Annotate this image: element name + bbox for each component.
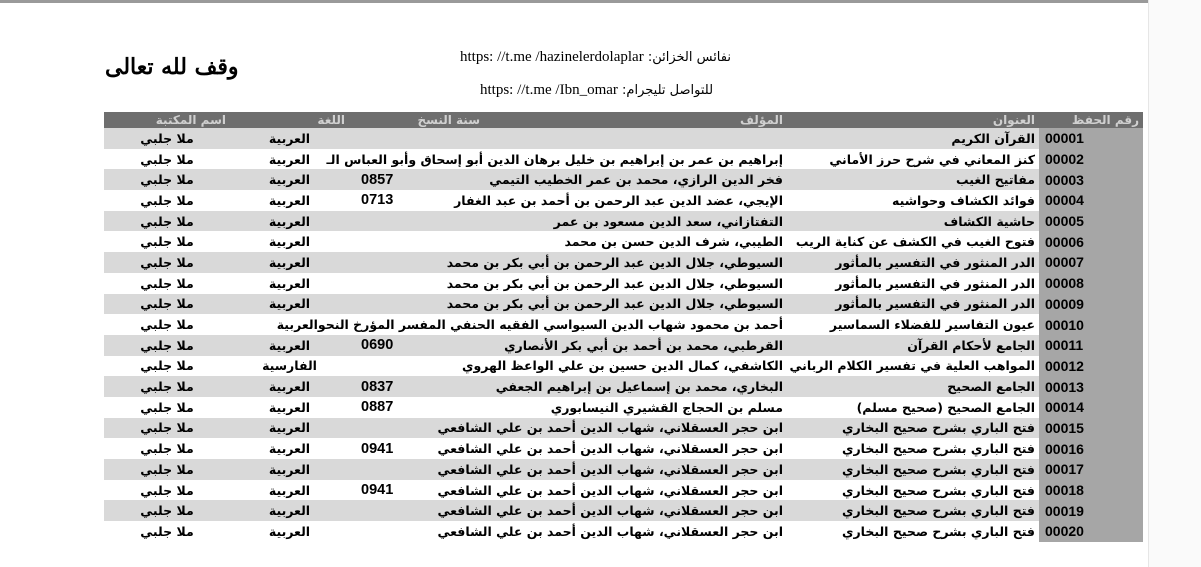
table-row	[104, 314, 1143, 335]
cell-library: ملا جلبي	[104, 356, 230, 377]
channel-label: نفائس الخزائن:	[647, 50, 731, 65]
cell-library: ملا جلبي	[104, 418, 230, 439]
cell-language: العربية	[230, 273, 349, 294]
cell-title: الدر المنثور في التفسير بالمأثور	[787, 252, 1039, 273]
column-header-author: المؤلف	[484, 112, 787, 128]
cell-language: العربية	[230, 500, 349, 521]
cell-year: 0837	[349, 376, 484, 397]
column-header-id: رقم الحفظ	[1039, 112, 1143, 128]
cell-author: البخاري، محمد بن إسماعيل بن إبراهيم الجعفي	[484, 376, 787, 397]
cell-year	[349, 231, 484, 252]
cell-title: كنز المعاني في شرح حرز الأماني	[787, 149, 1039, 170]
cell-library: ملا جلبي	[104, 438, 230, 459]
cell-id: 00009	[1039, 294, 1143, 315]
cell-language: العربية	[230, 397, 349, 418]
cell-year: 0941	[349, 480, 484, 501]
table-row	[104, 418, 1143, 439]
cell-title: عيون التفاسير للفضلاء السماسير	[787, 314, 1039, 335]
cell-library: ملا جلبي	[104, 211, 230, 232]
cell-library: ملا جلبي	[104, 500, 230, 521]
cell-title: فتح الباري بشرح صحيح البخاري	[787, 480, 1039, 501]
cell-title: فتح الباري بشرح صحيح البخاري	[787, 418, 1039, 439]
cell-library: ملا جلبي	[104, 149, 230, 170]
cell-author: إبراهيم بن عمر بن إبراهيم بن خليل برهان الدين أبو إسحاق وأبو العباس الـ	[484, 149, 787, 170]
cell-title: فتوح الغيب في الكشف عن كناية الريب	[787, 231, 1039, 252]
cell-author: الكاشفي، كمال الدين حسين بن علي الواعظ الهروي	[484, 356, 787, 377]
cell-author: ابن حجر العسقلاني، شهاب الدين أحمد بن علي الشافعي	[484, 418, 787, 439]
cell-library: ملا جلبي	[104, 294, 230, 315]
table-row	[104, 438, 1143, 459]
cell-language: العربية	[230, 521, 349, 542]
cell-year: 0690	[349, 335, 484, 356]
cell-language: العربية	[230, 438, 349, 459]
cell-title: الجامع الصحيح	[787, 376, 1039, 397]
cell-language: العربية	[230, 480, 349, 501]
table-row	[104, 376, 1143, 397]
column-header-language: اللغة	[230, 112, 349, 128]
channel-link[interactable]: https: //t.me /hazinelerdolaplar	[460, 49, 644, 65]
table-row	[104, 231, 1143, 252]
cell-id: 00017	[1039, 459, 1143, 480]
cell-author: فخر الدين الرازي، محمد بن عمر الخطيب التيمي	[484, 169, 787, 190]
cell-language: العربية	[230, 231, 349, 252]
table-row	[104, 190, 1143, 211]
cell-library: ملا جلبي	[104, 252, 230, 273]
table-row	[104, 500, 1143, 521]
cell-language: العربية	[230, 335, 349, 356]
cell-id: 00018	[1039, 480, 1143, 501]
contact-line	[480, 82, 713, 99]
table-row	[104, 480, 1143, 501]
cell-author: السيوطي، جلال الدين عبد الرحمن بن أبي بكر بن محمد	[484, 273, 787, 294]
cell-author: ابن حجر العسقلاني، شهاب الدين أحمد بن علي الشافعي	[484, 521, 787, 542]
cell-author: القرطبي، محمد بن أحمد بن أبي بكر الأنصاري	[484, 335, 787, 356]
table-row	[104, 211, 1143, 232]
cell-language: العربية	[230, 376, 349, 397]
cell-id: 00011	[1039, 335, 1143, 356]
cell-author: ابن حجر العسقلاني، شهاب الدين أحمد بن علي الشافعي	[484, 438, 787, 459]
cell-year	[349, 128, 484, 149]
cell-language: العربية	[230, 190, 349, 211]
table-row	[104, 169, 1143, 190]
cell-id: 00013	[1039, 376, 1143, 397]
cell-language: العربية	[230, 128, 349, 149]
contact-label: للتواصل تليجرام:	[622, 83, 714, 98]
cell-id: 00001	[1039, 128, 1143, 149]
cell-id: 00015	[1039, 418, 1143, 439]
cell-language: العربية	[230, 459, 349, 480]
cell-language: العربية	[230, 149, 349, 170]
cell-author	[484, 128, 787, 149]
table-row	[104, 252, 1143, 273]
cell-id: 00007	[1039, 252, 1143, 273]
cell-language: العربية	[230, 252, 349, 273]
table-row	[104, 459, 1143, 480]
catalog-table	[104, 112, 1143, 542]
cell-id: 00003	[1039, 169, 1143, 190]
table-row	[104, 128, 1143, 149]
cell-id: 00002	[1039, 149, 1143, 170]
cell-language: العربية	[230, 169, 349, 190]
table-row	[104, 521, 1143, 542]
page-title: وقف لله تعالى	[105, 54, 239, 80]
cell-id: 00008	[1039, 273, 1143, 294]
cell-library: ملا جلبي	[104, 273, 230, 294]
table-row	[104, 397, 1143, 418]
cell-author: مسلم بن الحجاج القشيري النيسابوري	[484, 397, 787, 418]
cell-author: ابن حجر العسقلاني، شهاب الدين أحمد بن علي الشافعي	[484, 500, 787, 521]
cell-title: فتح الباري بشرح صحيح البخاري	[787, 459, 1039, 480]
cell-id: 00012	[1039, 356, 1143, 377]
cell-id: 00016	[1039, 438, 1143, 459]
cell-author: الإيجي، عضد الدين عبد الرحمن بن أحمد بن عبد الغفار	[484, 190, 787, 211]
cell-id: 00006	[1039, 231, 1143, 252]
cell-title: فتح الباري بشرح صحيح البخاري	[787, 438, 1039, 459]
cell-id: 00020	[1039, 521, 1143, 542]
cell-author: السيوطي، جلال الدين عبد الرحمن بن أبي بكر بن محمد	[484, 294, 787, 315]
cell-id: 00010	[1039, 314, 1143, 335]
cell-language: العربية	[230, 294, 349, 315]
cell-id: 00004	[1039, 190, 1143, 211]
cell-id: 00014	[1039, 397, 1143, 418]
cell-language: العربية	[230, 418, 349, 439]
top-border	[0, 0, 1200, 3]
cell-library: ملا جلبي	[104, 231, 230, 252]
cell-id: 00019	[1039, 500, 1143, 521]
cell-library: ملا جلبي	[104, 376, 230, 397]
cell-library: ملا جلبي	[104, 190, 230, 211]
cell-year: 0857	[349, 169, 484, 190]
cell-id: 00005	[1039, 211, 1143, 232]
cell-author: السيوطي، جلال الدين عبد الرحمن بن أبي بكر بن محمد	[484, 252, 787, 273]
cell-library: ملا جلبي	[104, 169, 230, 190]
contact-link[interactable]: https: //t.me /Ibn_omar	[480, 82, 618, 98]
cell-author: التفتازاني، سعد الدين مسعود بن عمر	[484, 211, 787, 232]
table-row	[104, 335, 1143, 356]
cell-author: ابن حجر العسقلاني، شهاب الدين أحمد بن علي الشافعي	[484, 459, 787, 480]
cell-library: ملا جلبي	[104, 314, 230, 335]
cell-year: 0713	[349, 190, 484, 211]
cell-title: الدر المنثور في التفسير بالمأثور	[787, 273, 1039, 294]
cell-library: ملا جلبي	[104, 521, 230, 542]
table-body	[104, 128, 1143, 542]
cell-title: حاشية الكشاف	[787, 211, 1039, 232]
cell-year: 0887	[349, 397, 484, 418]
cell-title: الجامع لأحكام القرآن	[787, 335, 1039, 356]
cell-library: ملا جلبي	[104, 397, 230, 418]
cell-year	[349, 211, 484, 232]
cell-library: ملا جلبي	[104, 128, 230, 149]
cell-library: ملا جلبي	[104, 335, 230, 356]
channel-line	[460, 49, 731, 66]
cell-title: فتح الباري بشرح صحيح البخاري	[787, 521, 1039, 542]
cell-title: المواهب العلية في تفسير الكلام الرباني	[787, 356, 1039, 377]
cell-language: العربية	[230, 211, 349, 232]
column-header-title: العنوان	[787, 112, 1039, 128]
cell-title: مفاتيح الغيب	[787, 169, 1039, 190]
table-row	[104, 294, 1143, 315]
scroll-panel	[1148, 0, 1201, 567]
cell-year: 0941	[349, 438, 484, 459]
cell-author: الطيبي، شرف الدين حسن بن محمد	[484, 231, 787, 252]
cell-title: الدر المنثور في التفسير بالمأثور	[787, 294, 1039, 315]
cell-title: فتح الباري بشرح صحيح البخاري	[787, 500, 1039, 521]
column-header-year: سنة النسخ	[349, 112, 484, 128]
cell-title: فوائد الكشاف وحواشيه	[787, 190, 1039, 211]
table-header	[104, 112, 1143, 128]
cell-author: أحمد بن محمود شهاب الدين السيواسي الفقيه الحنفي المفسر المؤرخ النحوالعربية	[484, 314, 787, 335]
table-row	[104, 149, 1143, 170]
table-row	[104, 273, 1143, 294]
cell-language: الفارسية	[230, 356, 349, 377]
table-row	[104, 356, 1143, 377]
column-header-library: اسم المكتبة	[104, 112, 230, 128]
cell-library: ملا جلبي	[104, 459, 230, 480]
cell-title: القرآن الكريم	[787, 128, 1039, 149]
cell-author: ابن حجر العسقلاني، شهاب الدين أحمد بن علي الشافعي	[484, 480, 787, 501]
cell-library: ملا جلبي	[104, 480, 230, 501]
cell-title: الجامع الصحيح (صحيح مسلم)	[787, 397, 1039, 418]
